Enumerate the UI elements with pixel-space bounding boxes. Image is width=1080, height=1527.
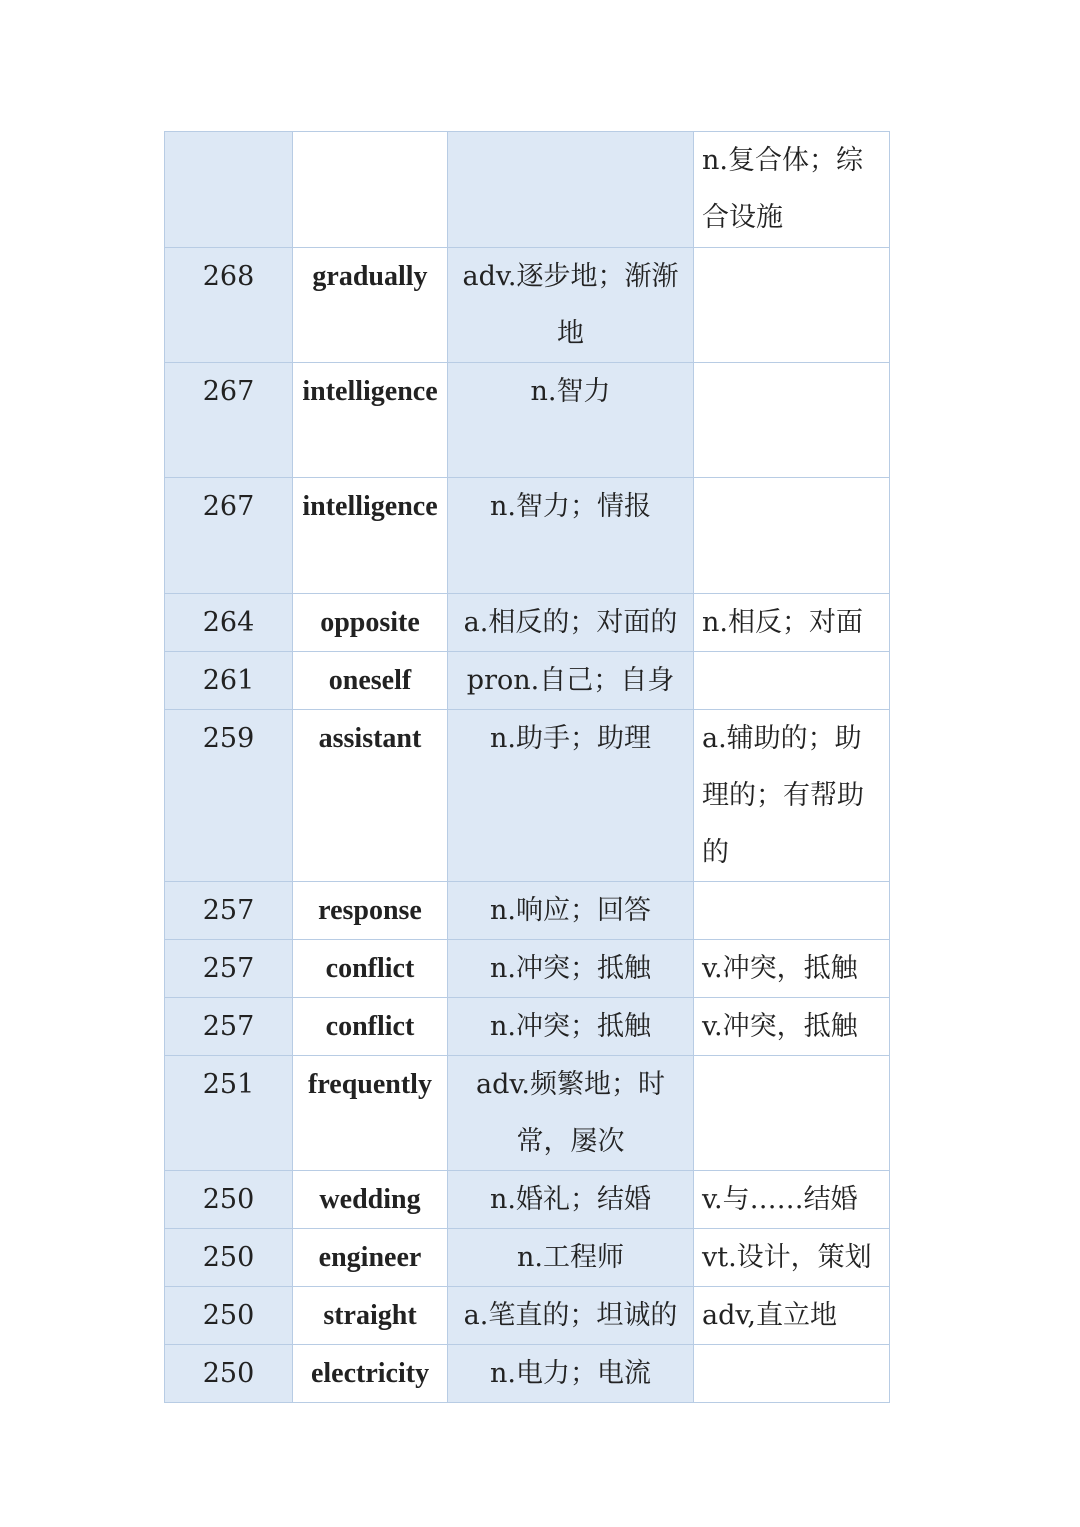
table-row (165, 652, 890, 710)
rank-cell: 268 (165, 248, 293, 363)
definition-cell: a.笔直的；坦诚的 (448, 1287, 694, 1345)
word-cell: frequently (293, 1056, 448, 1171)
word-cell: response (293, 882, 448, 940)
definition-cell: n.婚礼；结婚 (448, 1171, 694, 1229)
rank-cell: 251 (165, 1056, 293, 1171)
definition-cell: n.冲突；抵触 (448, 998, 694, 1056)
definition-cell: n.冲突；抵触 (448, 940, 694, 998)
word-cell: assistant (293, 710, 448, 882)
table-row (165, 1056, 890, 1171)
definition-cell: pron.自己；自身 (448, 652, 694, 710)
table-row (165, 998, 890, 1056)
vocabulary-table (164, 131, 890, 1403)
word-cell: electricity (293, 1345, 448, 1403)
word-cell: oneself (293, 652, 448, 710)
word-cell: straight (293, 1287, 448, 1345)
word-cell: wedding (293, 1171, 448, 1229)
extra-definition-cell: v.与……结婚 (694, 1171, 890, 1229)
rank-cell (165, 132, 293, 248)
table-row (165, 132, 890, 248)
definition-cell: a.相反的；对面的 (448, 594, 694, 652)
extra-definition-cell: adv,直立地 (694, 1287, 890, 1345)
extra-definition-cell (694, 1056, 890, 1171)
word-cell: conflict (293, 998, 448, 1056)
table-row (165, 1171, 890, 1229)
table-row (165, 882, 890, 940)
definition-cell: adv.频繁地；时常，屡次 (448, 1056, 694, 1171)
rank-cell: 257 (165, 998, 293, 1056)
extra-definition-cell (694, 1345, 890, 1403)
table-row (165, 940, 890, 998)
table-row (165, 1287, 890, 1345)
table-row (165, 248, 890, 363)
rank-cell: 259 (165, 710, 293, 882)
table-row (165, 710, 890, 882)
extra-definition-cell (694, 363, 890, 478)
rank-cell: 257 (165, 882, 293, 940)
rank-cell: 250 (165, 1171, 293, 1229)
word-cell: conflict (293, 940, 448, 998)
definition-cell: n.工程师 (448, 1229, 694, 1287)
table-row (165, 1229, 890, 1287)
rank-cell: 250 (165, 1345, 293, 1403)
table-row (165, 1345, 890, 1403)
extra-definition-cell (694, 248, 890, 363)
rank-cell: 250 (165, 1287, 293, 1345)
extra-definition-cell (694, 652, 890, 710)
word-cell: opposite (293, 594, 448, 652)
table-row (165, 363, 890, 478)
table-row (165, 478, 890, 594)
definition-cell: n.智力；情报 (448, 478, 694, 594)
table-row (165, 594, 890, 652)
extra-definition-cell: v.冲突，抵触 (694, 998, 890, 1056)
extra-definition-cell (694, 478, 890, 594)
rank-cell: 250 (165, 1229, 293, 1287)
word-cell: intelligence (293, 478, 448, 594)
rank-cell: 264 (165, 594, 293, 652)
extra-definition-cell: n.相反；对面 (694, 594, 890, 652)
rank-cell: 267 (165, 363, 293, 478)
definition-cell: n.助手；助理 (448, 710, 694, 882)
definition-cell: n.响应；回答 (448, 882, 694, 940)
word-cell: intelligence (293, 363, 448, 478)
definition-cell: n.电力；电流 (448, 1345, 694, 1403)
extra-definition-cell: v.冲突，抵触 (694, 940, 890, 998)
extra-definition-cell: vt.设计，策划 (694, 1229, 890, 1287)
definition-cell (448, 132, 694, 248)
rank-cell: 257 (165, 940, 293, 998)
word-cell (293, 132, 448, 248)
extra-definition-cell (694, 882, 890, 940)
rank-cell: 267 (165, 478, 293, 594)
rank-cell: 261 (165, 652, 293, 710)
definition-cell: n.智力 (448, 363, 694, 478)
extra-definition-cell: a.辅助的；助理的；有帮助的 (694, 710, 890, 882)
extra-definition-cell: n.复合体；综合设施 (694, 132, 890, 248)
definition-cell: adv.逐步地；渐渐地 (448, 248, 694, 363)
word-cell: gradually (293, 248, 448, 363)
word-cell: engineer (293, 1229, 448, 1287)
